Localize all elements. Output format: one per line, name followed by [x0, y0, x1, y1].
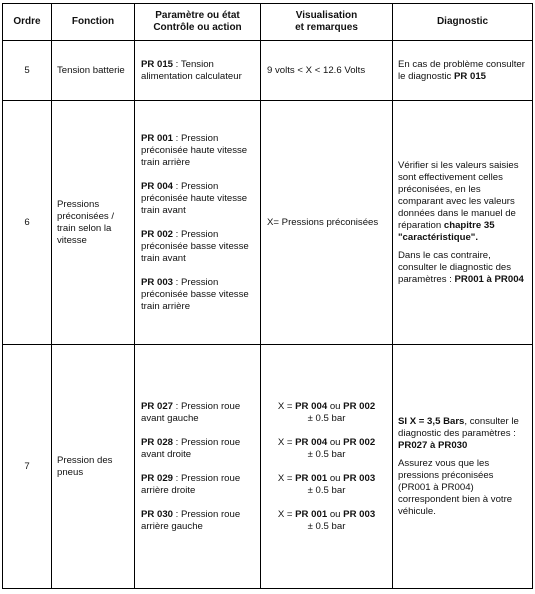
visu-item: X = PR 004 ou PR 002 ± 0.5 bar — [277, 400, 376, 424]
visu-item: X = PR 004 ou PR 002 ± 0.5 bar — [277, 436, 376, 460]
header-parametre-line1: Paramètre ou état — [155, 10, 240, 21]
header-parametre — [135, 4, 261, 41]
row-visualisation: 9 volts < X < 12.6 Volts — [261, 41, 393, 101]
param-item: PR 015 : Tension alimentation calculateur — [141, 58, 242, 82]
row-visualisation: X= Pressions préconisées — [261, 101, 393, 345]
table-row — [3, 345, 533, 589]
row-parametres — [135, 41, 261, 101]
diagnostic-paragraph: SI X = 3,5 Bars, consulter le diagnostic des paramètres : PR027 à PR030 — [398, 415, 519, 451]
param-item: PR 003 : Pression préconisée basse vitesse train arrière — [141, 276, 249, 312]
visu-item: X = PR 001 ou PR 003 ± 0.5 bar — [277, 508, 376, 532]
diagnostic-paragraph: Assurez vous que les pressions préconisées (PR001 à PR004) correspondent bien à votre véhicule. — [398, 457, 513, 517]
row-diagnostic — [393, 345, 533, 589]
row-fonction: Pressions préconisées / train selon la vitesse — [52, 101, 135, 345]
visu-item: X = PR 001 ou PR 003 ± 0.5 bar — [277, 472, 376, 496]
diagnostic-table — [2, 3, 533, 589]
row-parametres — [135, 345, 261, 589]
diagnostic-paragraph: Vérifier si les valeurs saisies sont effectivement celles préconisées, en les comparant avec les valeurs données dans le manuel de réparation chapitre 35 "caractéristique". — [398, 159, 519, 243]
param-item: PR 028 : Pression roue avant droite — [141, 436, 241, 460]
header-row — [3, 4, 533, 41]
header-diagnostic: Diagnostic — [393, 4, 533, 41]
header-visualisation-line2: et remarques — [295, 22, 358, 33]
row-fonction: Pression des pneus — [52, 345, 135, 589]
diagnostic-paragraph: Dans le cas contraire, consulter le diagnostic des paramètres : PR001 à PR004 — [398, 249, 524, 285]
param-item: PR 027 : Pression roue avant gauche — [141, 400, 241, 424]
header-visualisation-line1: Visualisation — [295, 10, 358, 21]
row-diagnostic — [393, 101, 533, 345]
row-ordre: 5 — [3, 41, 52, 101]
header-fonction: Fonction — [52, 4, 135, 41]
row-ordre: 6 — [3, 101, 52, 345]
param-item: PR 001 : Pression préconisée haute vitesse train arrière — [141, 132, 248, 168]
row-ordre: 7 — [3, 345, 52, 589]
row-visualisation — [261, 345, 393, 589]
table-row — [3, 101, 533, 345]
header-parametre-line2: Contrôle ou action — [153, 22, 242, 33]
header-visualisation — [261, 4, 393, 41]
header-ordre: Ordre — [3, 4, 52, 41]
param-item: PR 004 : Pression préconisée haute vitesse train avant — [141, 180, 248, 216]
param-item: PR 002 : Pression préconisée basse vitesse train avant — [141, 228, 249, 264]
table-row — [3, 41, 533, 101]
param-item: PR 030 : Pression roue arrière gauche — [141, 508, 241, 532]
row-fonction: Tension batterie — [52, 41, 135, 101]
param-item: PR 029 : Pression roue arrière droite — [141, 472, 241, 496]
row-parametres — [135, 101, 261, 345]
row-diagnostic: En cas de problème consulter le diagnostic PR 015 — [393, 41, 533, 101]
